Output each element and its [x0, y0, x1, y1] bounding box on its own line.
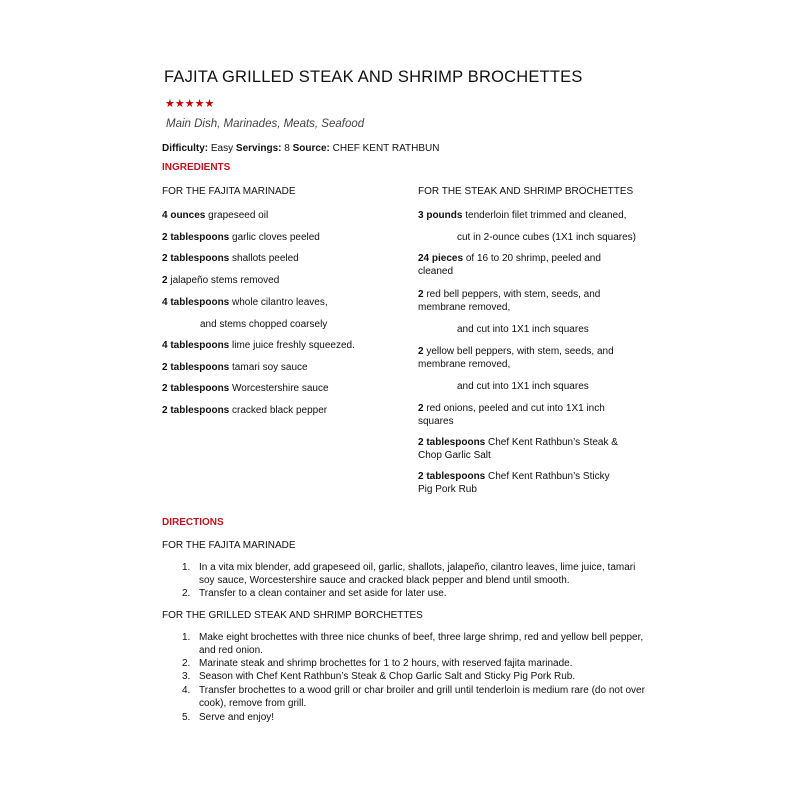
- step-text: Transfer to a clean container and set aside for later use.: [199, 588, 447, 599]
- brochettes-subheading: FOR THE STEAK AND SHRIMP BROCHETTES: [418, 186, 634, 197]
- recipe-meta: [162, 143, 440, 154]
- step-number: 2.: [182, 658, 191, 669]
- ingredient-item: 2 tablespoons Worcestershire sauce: [162, 383, 329, 394]
- ingredient-item: 2 tablespoons garlic cloves peeled: [162, 232, 320, 243]
- ingredient-item: 3 pounds tenderloin filet trimmed and cleaned,: [418, 210, 627, 221]
- step-text: Make eight brochettes with three nice chunks of beef, three large shrimp, red and yellow bell pepper, and red onion.: [199, 632, 644, 656]
- ingredient-continuation: and cut into 1X1 inch squares: [457, 324, 589, 335]
- ingredient-item: 2 tablespoons cracked black pepper: [162, 405, 328, 416]
- step-text: Marinate steak and shrimp brochettes for 1 to 2 hours, with reserved fajita marinade.: [199, 658, 573, 669]
- direction-step: [182, 658, 642, 671]
- directions-grill-subheading: FOR THE GRILLED STEAK AND SHRIMP BORCHETTES: [162, 610, 423, 621]
- ingredient-item: 4 tablespoons whole cilantro leaves,: [162, 297, 328, 308]
- step-text: Serve and enjoy!: [199, 712, 275, 723]
- directions-marinade-subheading: FOR THE FAJITA MARINADE: [162, 540, 296, 551]
- step-text: Season with Chef Kent Rathbun’s Steak & Chop Garlic Salt and Sticky Pig Pork Rub.: [199, 671, 576, 682]
- direction-step: [182, 588, 642, 601]
- recipe-categories: Main Dish, Marinades, Meats, Seafood: [166, 118, 365, 130]
- direction-step: [182, 671, 642, 684]
- source-value: CHEF KENT RATHBUN: [332, 143, 440, 154]
- difficulty-value: Easy: [210, 143, 234, 154]
- ingredient-continuation: and stems chopped coarsely: [200, 319, 328, 330]
- direction-step: [182, 712, 642, 725]
- direction-step: [182, 632, 642, 658]
- step-number: 1.: [182, 562, 191, 573]
- ingredient-item: 2 tablespoons Chef Kent Rathbun’s Sticky Pig Pork Rub: [418, 471, 610, 495]
- ingredient-item: 2 red onions, peeled and cut into 1X1 inch squares: [418, 403, 605, 427]
- ingredient-item: 2 tablespoons shallots peeled: [162, 253, 299, 264]
- source-label: Source:: [292, 143, 330, 154]
- difficulty-label: Difficulty:: [162, 143, 209, 154]
- ingredient-item: 4 ounces grapeseed oil: [162, 210, 269, 221]
- step-number: 3.: [182, 671, 191, 682]
- step-number: 2.: [182, 588, 191, 599]
- ingredient-item: 2 jalapeño stems removed: [162, 275, 280, 286]
- direction-step: [182, 562, 642, 588]
- ingredient-continuation: cut in 2-ounce cubes (1X1 inch squares): [457, 232, 636, 243]
- directions-heading: DIRECTIONS: [162, 517, 224, 528]
- step-text: In a vita mix blender, add grapeseed oil, garlic, shallots, jalapeño, cilantro leaves, lime juice, tamari soy sauce, Worcestershire sauce and cracked black pepper and blend until smooth.: [199, 562, 636, 586]
- ingredients-heading: INGREDIENTS: [162, 162, 231, 173]
- direction-step: [182, 685, 645, 711]
- ingredient-continuation: and cut into 1X1 inch squares: [457, 381, 589, 392]
- ingredient-item: 2 red bell peppers, with stem, seeds, and membrane removed,: [418, 289, 601, 313]
- ingredient-item: 24 pieces of 16 to 20 shrimp, peeled and cleaned: [418, 253, 601, 277]
- step-text: Transfer brochettes to a wood grill or char broiler and grill until tenderloin is medium rare (do not over cook), remove from grill.: [199, 685, 645, 709]
- servings-value: 8: [284, 143, 290, 154]
- servings-label: Servings:: [235, 143, 282, 154]
- marinade-subheading: FOR THE FAJITA MARINADE: [162, 186, 296, 197]
- recipe-title: FAJITA GRILLED STEAK AND SHRIMP BROCHETTES: [164, 68, 583, 86]
- step-number: 4.: [182, 685, 191, 696]
- rating-stars: ★★★★★: [165, 98, 215, 110]
- ingredient-item: 2 tablespoons tamari soy sauce: [162, 362, 308, 373]
- step-number: 1.: [182, 632, 191, 643]
- step-number: 5.: [182, 712, 191, 723]
- ingredient-item: 4 tablespoons lime juice freshly squeezed.: [162, 340, 355, 351]
- ingredient-item: 2 yellow bell peppers, with stem, seeds, and membrane removed,: [418, 346, 614, 370]
- ingredient-item: 2 tablespoons Chef Kent Rathbun’s Steak & Chop Garlic Salt: [418, 437, 618, 461]
